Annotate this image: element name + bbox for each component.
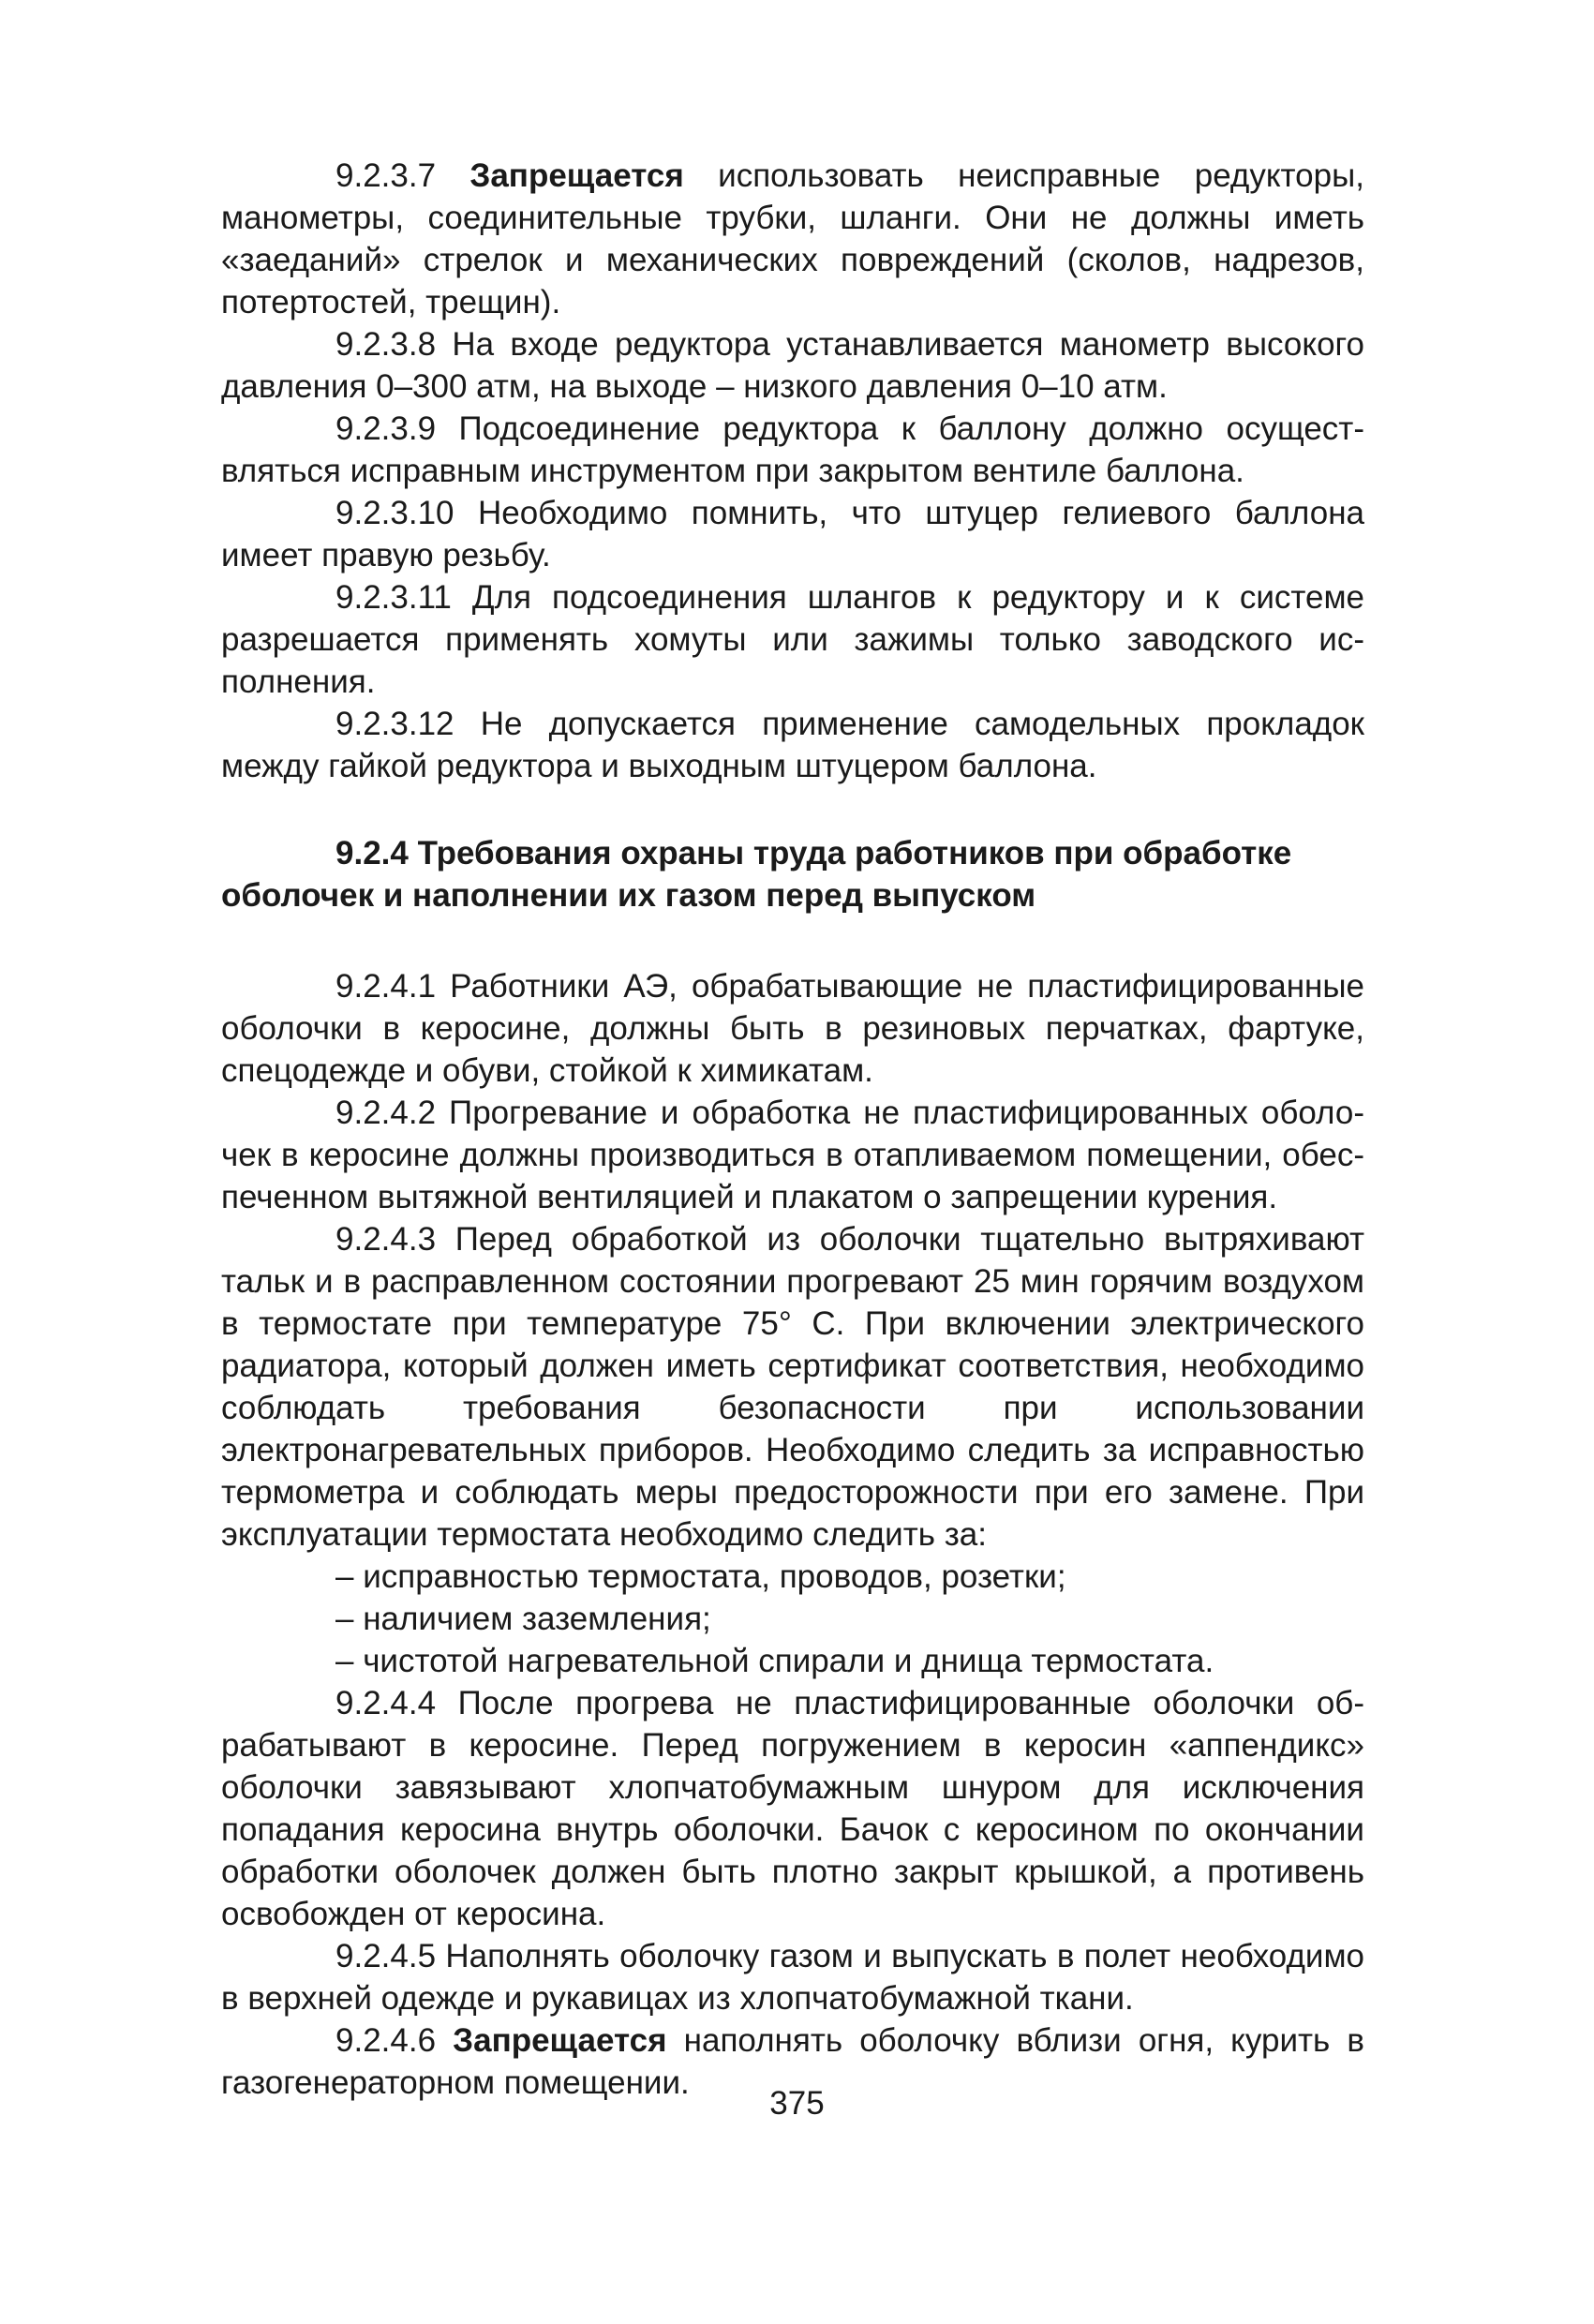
paragraph-text: использовать неисправные редукторы, манометры, соединительные трубки, шланги. Они не должны иметь «заеданий» стрелок и механических повреждений (сколов, надрезов, потертостей, трещин). (221, 157, 1364, 320)
dash-list-item: – чистотой нагревательной спирали и днища термостата. (335, 1643, 1214, 1679)
paragraph-number: 9.2.4.6 (335, 2022, 437, 2059)
bold-prohibition: Запрещается (469, 157, 684, 194)
paragraph-9-2-3-12: 9.2.3.12 Не допускается применение самодельных прокладок между гайкой редуктора и выходным штуцером баллона. (221, 706, 1364, 784)
dash-list-item: – наличием заземления; (335, 1601, 711, 1637)
dash-list-item: – исправностью термостата, проводов, розетки; (335, 1558, 1066, 1595)
paragraph-9-2-3-10: 9.2.3.10 Необходимо помнить, что штуцер гелиевого баллона имеет правую резьбу. (221, 495, 1364, 574)
paragraph-9-2-4-1: 9.2.4.1 Работники АЭ, обрабатывающие не пластифицированные оболочки в керосине, должны быть в резиновых перчатках, фартуке, спецодежде и обуви, стойкой к химикатам. (221, 968, 1364, 1089)
paragraph-number: 9.2.3.7 (335, 157, 437, 194)
paragraph-9-2-3-7 (221, 155, 1364, 323)
page-number: 375 (769, 2085, 825, 2122)
paragraph-9-2-3-11: 9.2.3.11 Для подсоединения шлангов к редуктору и к системе разрешается применять хомуты или зажимы только заводского исполнения. (221, 579, 1364, 700)
paragraph-9-2-4-2: 9.2.4.2 Прогревание и обработка не пластифицированных оболочек в керосине должны производиться в отапливаемом помещении, обеспеченном вытяжной вентиляцией и плакатом о запрещении курения. (221, 1095, 1364, 1215)
paragraph-text: наполнять оболочку вблизи огня, курить в газогенераторном помещении. (221, 2022, 1364, 2101)
paragraph-9-2-3-8: 9.2.3.8 На входе редуктора устанавливается манометр высокого давления 0–300 атм, на выходе – низкого давления 0–10 атм. (221, 326, 1364, 405)
document-page (221, 155, 1364, 2104)
paragraph-9-2-4-4: 9.2.4.4 После прогрева не пластифицированные оболочки обрабатывают в керосине. Перед погружением в керосин «аппендикс» оболочки завязывают хлопчатобумажным шнуром для исключения попадания керосина внутрь оболочки. Бачок с керосином по окончании обработки оболочек должен быть плотно закрыт крышкой, а противень освобожден от керосина. (221, 1685, 1364, 1932)
paragraph-9-2-3-9: 9.2.3.9 Подсоединение редуктора к баллону должно осуществляться исправным инструментом при закрытом вентиле баллона. (221, 410, 1364, 489)
paragraph-9-2-4-3: 9.2.4.3 Перед обработкой из оболочки тщательно вытряхивают тальк и в расправленном состоянии прогревают 25 мин горячим воздухом в термостате при температуре 75° С. При включении электрического радиатора, который должен иметь сертификат соответствия, необходимо соблюдать требования безопасности при использовании электронагревательных приборов. Необходимо следить за исправностью термометра и соблюдать меры предосторожности при его замене. При эксплуатации термостата необходимо следить за: (221, 1221, 1364, 1553)
bold-prohibition: Запрещается (453, 2022, 667, 2059)
section-heading-9-2-4: 9.2.4 Требования охраны труда работников при обработке оболочек и наполнении их газом перед выпуском (221, 835, 1292, 914)
paragraph-9-2-4-5: 9.2.4.5 Наполнять оболочку газом и выпускать в полет необходимо в верхней одежде и рукавицах из хлопчатобумажной ткани. (221, 1938, 1364, 2017)
